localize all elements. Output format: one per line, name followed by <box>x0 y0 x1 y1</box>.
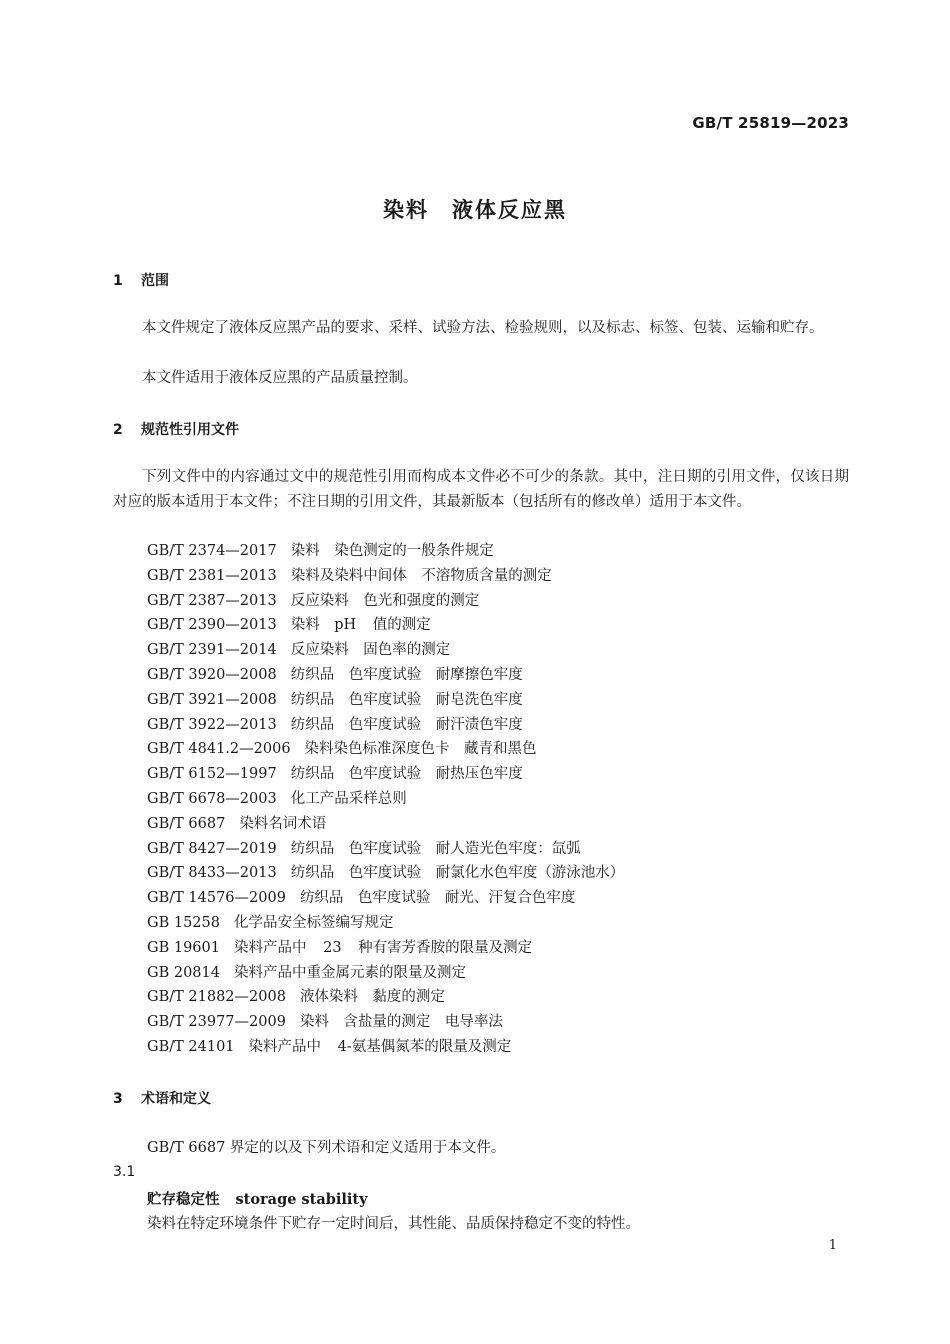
reference-item <box>147 713 624 738</box>
reference-name: 液体染料 黏度的测定 <box>299 989 445 1006</box>
reference-item <box>147 861 624 886</box>
reference-item <box>147 812 624 837</box>
page-number: 1 <box>828 1238 837 1253</box>
reference-item <box>147 787 624 812</box>
reference-name: 染料产品中重金属元素的限量及测定 <box>233 964 466 981</box>
terms-intro-paragraph: GB/T 6687 界定的以及下列术语和定义适用于本文件。 <box>147 1140 506 1156</box>
section-number: 1 <box>113 273 123 289</box>
reference-code: GB/T 2390—2013 <box>147 617 277 634</box>
section-3-heading <box>113 1088 211 1108</box>
section-title: 术语和定义 <box>141 1091 211 1107</box>
reference-name: 反应染料 固色率的测定 <box>290 642 451 659</box>
reference-item <box>147 911 624 936</box>
reference-item <box>147 837 624 862</box>
standard-code: GB/T 25819—2023 <box>692 114 849 132</box>
reference-item <box>147 564 624 589</box>
section-2-heading <box>113 419 239 439</box>
reference-item <box>147 985 624 1010</box>
reference-code: GB/T 21882—2008 <box>147 989 286 1006</box>
reference-item <box>147 589 624 614</box>
reference-name: 染料产品中 4-氨基偶氮苯的限量及测定 <box>248 1038 512 1055</box>
reference-name: 化学品安全标签编写规定 <box>233 914 394 931</box>
reference-code: GB/T 2387—2013 <box>147 592 277 609</box>
reference-name: 纺织品 色牢度试验 耐皂洗色牢度 <box>290 691 523 708</box>
reference-name: 化工产品采样总则 <box>290 790 407 807</box>
section-1-heading <box>113 270 169 290</box>
reference-name: 纺织品 色牢度试验 耐热压色牢度 <box>290 766 523 783</box>
reference-name: 纺织品 色牢度试验 耐氯化水色牢度（游泳池水） <box>290 865 625 882</box>
reference-code: GB/T 2374—2017 <box>147 543 277 559</box>
reference-code: GB/T 3922—2013 <box>147 716 277 733</box>
reference-item <box>147 737 624 762</box>
reference-name: 纺织品 色牢度试验 耐人造光色牢度：氙弧 <box>290 840 581 857</box>
reference-code: GB/T 24101 <box>147 1038 235 1055</box>
reference-name: 染料产品中 23 种有害芳香胺的限量及测定 <box>233 939 533 956</box>
reference-code: GB/T 8433—2013 <box>147 865 277 882</box>
term-definition: 染料在特定环境条件下贮存一定时间后，其性能、品质保持稳定不变的特性。 <box>147 1216 640 1232</box>
reference-name: 反应染料 色光和强度的测定 <box>290 592 480 609</box>
reference-item <box>147 961 624 986</box>
reference-item <box>147 613 624 638</box>
reference-name: 纺织品 色牢度试验 耐光、汗复合色牢度 <box>299 890 576 907</box>
term-entry <box>147 1188 368 1209</box>
reference-code: GB/T 14576—2009 <box>147 890 286 907</box>
reference-code: GB/T 3921—2008 <box>147 691 277 708</box>
reference-name: 染料及染料中间体 不溶物质含量的测定 <box>290 567 552 584</box>
reference-name: 染料染色标准深度色卡 藏青和黑色 <box>304 741 537 758</box>
clause-number: 3.1 <box>113 1164 136 1180</box>
reference-item <box>147 886 624 911</box>
reference-code: GB 19601 <box>147 939 220 956</box>
reference-code: GB/T 23977—2009 <box>147 1014 286 1031</box>
section-title: 规范性引用文件 <box>141 422 239 438</box>
reference-name: 染料名词术语 <box>239 815 327 832</box>
reference-code: GB/T 2381—2013 <box>147 567 277 584</box>
reference-item <box>147 539 624 564</box>
reference-code: GB 15258 <box>147 914 220 931</box>
reference-name: 染料 染色测定的一般条件规定 <box>290 543 494 559</box>
scope-paragraph-1: 本文件规定了液体反应黑产品的要求、采样、试验方法、检验规则，以及标志、标签、包装、运输和贮存。 <box>142 320 824 336</box>
reference-item <box>147 762 624 787</box>
reference-item <box>147 688 624 713</box>
section-title: 范围 <box>141 273 169 289</box>
term-english: storage stability <box>235 1191 368 1208</box>
reference-code: GB/T 6687 <box>147 815 226 832</box>
term-chinese: 贮存稳定性 <box>147 1192 220 1208</box>
normative-intro-paragraph: 下列文件中的内容通过文中的规范性引用而构成本文件必不可少的条款。其中，注日期的引用文件，仅该日期对应的版本适用于本文件；不注日期的引用文件，其最新版本（包括所有的修改单）适用于本文件。 <box>113 469 849 510</box>
reference-list <box>147 539 624 1060</box>
reference-code: GB/T 2391—2014 <box>147 642 277 659</box>
reference-code: GB/T 6678—2003 <box>147 790 277 807</box>
reference-name: 纺织品 色牢度试验 耐摩擦色牢度 <box>290 666 523 683</box>
reference-name: 染料 pH 值的测定 <box>290 617 431 634</box>
reference-name: 纺织品 色牢度试验 耐汗渍色牢度 <box>290 716 523 733</box>
reference-item <box>147 936 624 961</box>
document-title: 染料 液体反应黑 <box>383 198 567 222</box>
reference-code: GB/T 6152—1997 <box>147 766 277 783</box>
scope-paragraph-2: 本文件适用于液体反应黑的产品质量控制。 <box>142 370 418 386</box>
reference-item <box>147 1010 624 1035</box>
reference-item <box>147 663 624 688</box>
reference-code: GB/T 8427—2019 <box>147 840 277 857</box>
reference-code: GB/T 3920—2008 <box>147 666 277 683</box>
section-number: 2 <box>113 422 123 438</box>
reference-item <box>147 1035 624 1060</box>
section-number: 3 <box>113 1091 123 1107</box>
reference-item <box>147 638 624 663</box>
reference-code: GB/T 4841.2—2006 <box>147 741 291 758</box>
reference-name: 染料 含盐量的测定 电导率法 <box>299 1014 503 1031</box>
reference-code: GB 20814 <box>147 964 220 981</box>
